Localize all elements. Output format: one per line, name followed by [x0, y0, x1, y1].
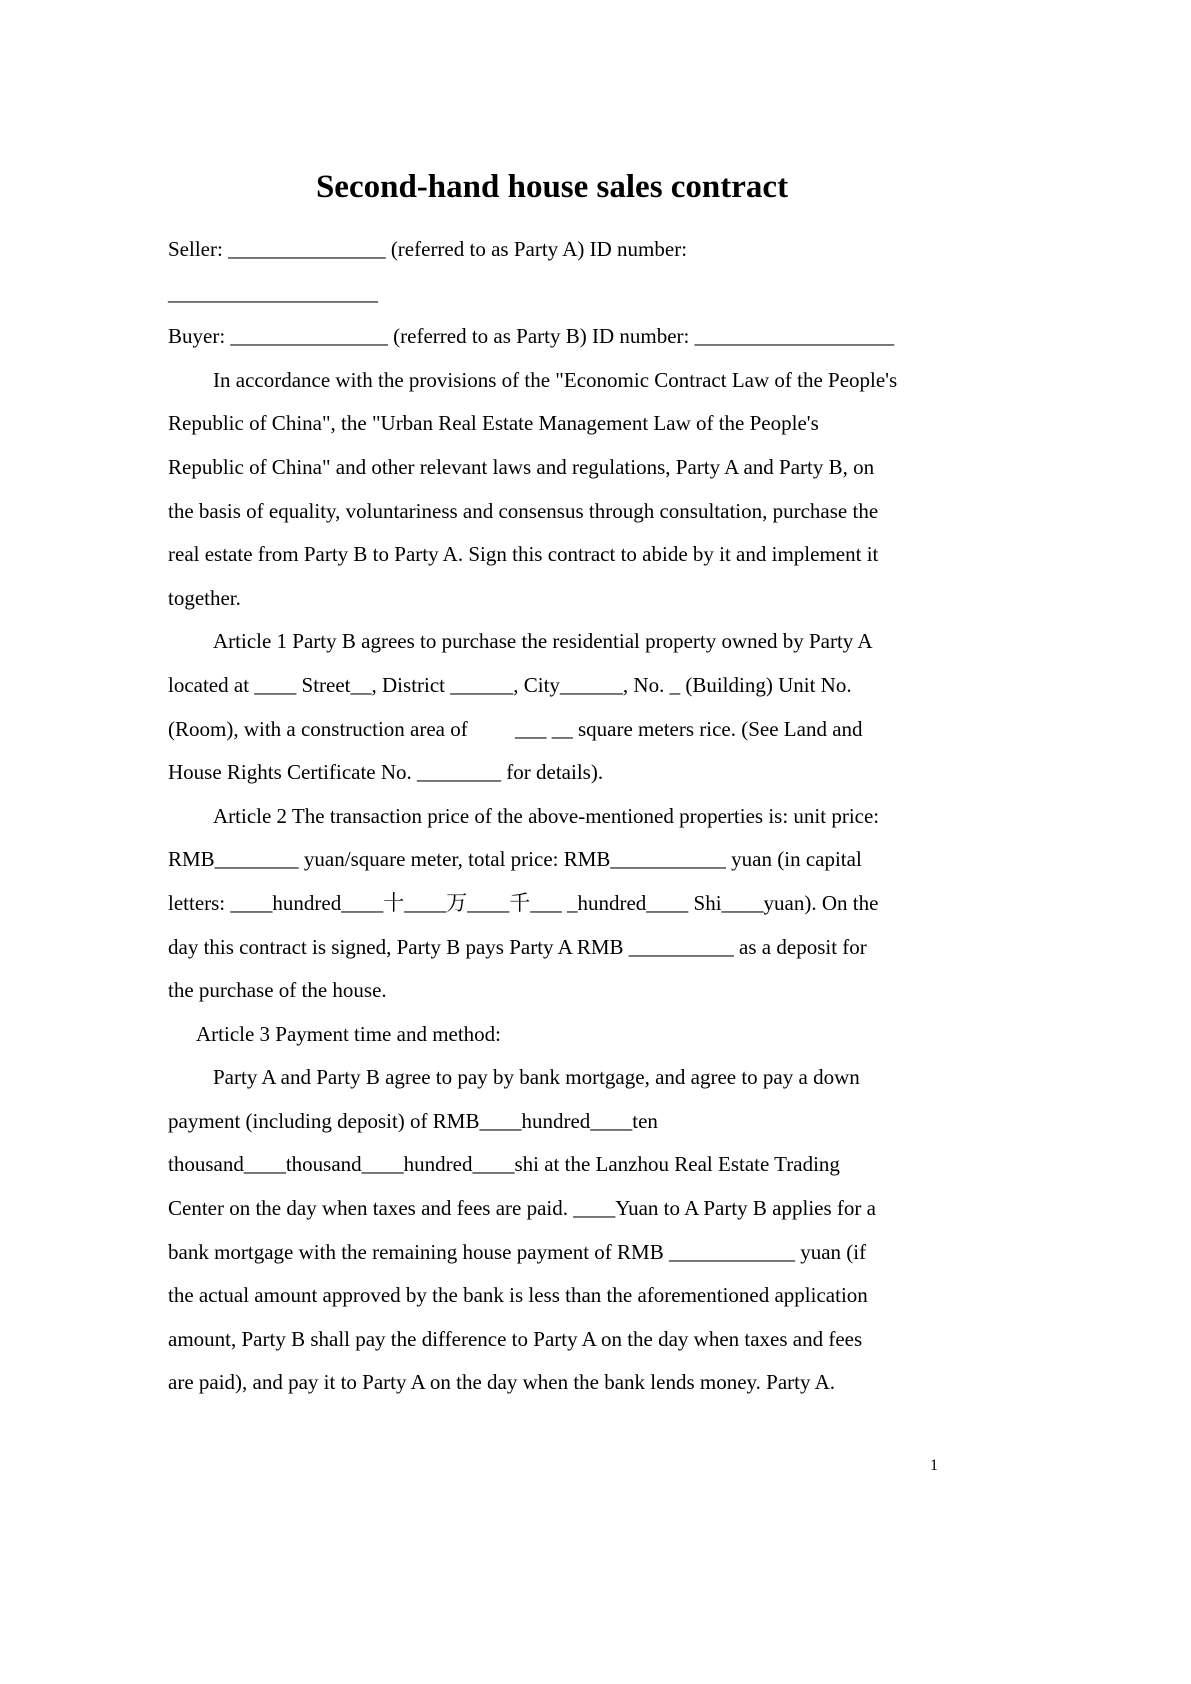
article-3-line: Center on the day when taxes and fees are paid. ____Yuan to A Party B applies for a: [168, 1196, 876, 1221]
document-body: [168, 228, 958, 1405]
article-2-line: the purchase of the house.: [168, 978, 387, 1003]
article-2-line: letters: ____hundred____十____万____千___ _hundred____ Shi____yuan). On the: [168, 890, 879, 915]
article-3-line: Party A and Party B agree to pay by bank mortgage, and agree to pay a down: [213, 1065, 860, 1090]
article-3-line: the actual amount approved by the bank is less than the aforementioned application: [168, 1283, 868, 1308]
article-2-line: day this contract is signed, Party B pays Party A RMB __________ as a deposit for: [168, 934, 867, 959]
article-1-line: located at ____ Street__, District ______, City______, No. _ (Building) Unit No.: [168, 672, 852, 697]
preamble-line: together.: [168, 585, 241, 610]
article-1-line: (Room), with a construction area of ___ __ square meters rice. (See Land and: [168, 716, 863, 741]
preamble-line: the basis of equality, voluntariness and consensus through consultation, purchase the: [168, 498, 879, 523]
article-2-line: RMB________ yuan/square meter, total price: RMB___________ yuan (in capital: [168, 847, 862, 872]
document-title: Second-hand house sales contract: [315, 169, 789, 205]
article-3-line: payment (including deposit) of RMB____hundred____ten: [168, 1108, 658, 1133]
article-1-line: Article 1 Party B agrees to purchase the residential property owned by Party A: [213, 629, 873, 654]
article-3-line: thousand____thousand____hundred____shi at the Lanzhou Real Estate Trading: [168, 1152, 840, 1177]
article-3-line: are paid), and pay it to Party A on the day when the bank lends money. Party A.: [168, 1370, 835, 1395]
buyer-line: Buyer: _______________ (referred to as Party B) ID number: ___________________: [168, 324, 895, 349]
article-1-line: House Rights Certificate No. ________ for details).: [168, 760, 604, 785]
preamble-line: Republic of China" and other relevant laws and regulations, Party A and Party B, on: [168, 454, 875, 479]
preamble-line: Republic of China", the "Urban Real Estate Management Law of the People's: [168, 411, 819, 436]
article-3-line: bank mortgage with the remaining house payment of RMB ____________ yuan (if: [168, 1239, 867, 1264]
seller-id-blank-line: ____________________: [168, 280, 378, 305]
preamble-line: real estate from Party B to Party A. Sign this contract to abide by it and implement it: [168, 542, 879, 567]
article-3-line: amount, Party B shall pay the difference to Party A on the day when taxes and fees: [168, 1326, 863, 1351]
preamble-line: In accordance with the provisions of the "Economic Contract Law of the People's: [213, 367, 898, 392]
seller-line: Seller: _______________ (referred to as Party A) ID number:: [168, 237, 688, 261]
page-number: 1: [930, 1457, 938, 1474]
article-2-line: Article 2 The transaction price of the above-mentioned properties is: unit price:: [213, 803, 880, 828]
article-3-heading: Article 3 Payment time and method:: [196, 1021, 502, 1046]
